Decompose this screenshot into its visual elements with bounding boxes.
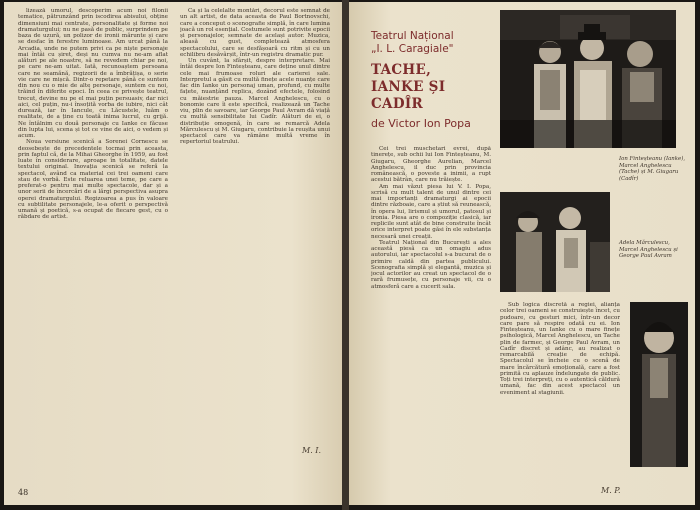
right-page xyxy=(349,2,695,505)
stage-photo-trio xyxy=(500,10,676,148)
stage-photo-scene xyxy=(500,192,610,292)
page-number: 48 xyxy=(18,488,29,497)
right-signature: M. P. xyxy=(601,486,621,495)
theatre-name: Teatrul Național xyxy=(371,30,454,42)
article-title-2: IANKE ȘI CADÎR xyxy=(371,79,446,112)
left-paragraph: Ca și la celelalte montări, decorul este semnat de un alt artist, de data aceasta de Paul Bortnovschi, care a conceput o scenografie simplă, în care lumina joacă un rol esențial. Costumele sunt potrivite epocii și personajelor, semnate de același autor. Muzica, aleasă cu gust, completează atmosfera spectacolului, care se desfășoară cu ritm și cu un echilibru desăvârșit, într-un registru dramatic pur. xyxy=(180,8,330,58)
right-paragraph: Cei trei muschetari evrei, după tinerețe, sub ochii lui Ion Finteșteanu, M. Giugaru, Gheorghe Aurelian, Marcel Anghelescu, il duc prin provincia românească, o poveste a inimii, a rupt acestui bătrân, care nu trăiește. xyxy=(371,146,491,184)
left-page xyxy=(4,2,342,505)
right-column-2 xyxy=(500,302,620,462)
right-paragraph: Am mai văzut piesa lui V. I. Popa, scrisă cu mult talent de unul dintre cei mai importanți dramaturgi ai epocii dintre războaie, care a știut să reunească, în opera lui, lirismul și umorul, patosul și ironia. Piesa are o compoziție clasică, iar replicile sunt atât de bine construite încât orice interpret poate găsi în ele substanța necesară unei creații. xyxy=(371,183,491,240)
portrait-photo xyxy=(630,302,688,467)
right-paragraph: Sub logica discretă a regiei, alianța celor trei oameni se construiește încet, cu pudoare, cu gesturi mici, într-un decor care pare să respire odată cu ei. Ion Finteșteanu, un Ianke cu o mare finețe psihologică, Marcel Anghelescu, un Tache plin de farmec, și George Paul Avram, un Cadîr discret și adânc, au realizat o remarcabilă creație de echipă. Spectacolul se încheie cu o scenă de mare încărcătură emoțională, care a fost primită cu aplauze îndelungate de public. Toți trei interpreți, cu o autentică căldură umană, fac din acest spectacol un eveniment al stagiunii. xyxy=(500,302,620,396)
right-column-1 xyxy=(371,146,491,498)
article-title: TACHE, xyxy=(371,62,432,78)
book-gutter xyxy=(342,0,349,510)
left-paragraph: Noua versiune scenică a Sorenei Cornescu se deosebește de precedentele tocmai prin aceasta, prin faptul că, de la Mihai Gheorghe în 1959, au fost luate în considerare, aproape în totalitate, datele textului original. Inovația scenică se referă la spectacol, având ca material cei trei oameni care stau de vorbă. Este reluarea unei teme, pe care a preferat-o pentru mai multe spectacole, dar și a unor serii de încercări de a lărgi perspectiva asupra operei dramaturgului. Regizoarea a pus în valoare cu subtilitate personajele, le-a oferit o perspectivă umană și poetică, s-a ocupat de fiecare gest, cu o răbdare de artist. xyxy=(18,139,168,221)
left-paragraph: lizează umorul, descoperim acum noi filonii tematice, pătrunzând prin iscodirea abisului, obține dimensiuni mai centrate, personalitate și forme noi dramaturgului; nu ne pasă de public, surprindem pe baza de uzură, un polizor de ironii mărunte și care se desfac în ferestre luminoase. Am urcat până la Arcadia, unde ne putem privi ca pe niște personaje mai întâi cu șiret, deși nu cumva nu ne-am aflat alături pe ale noastre, să ne revedem chiar pe noi, pe care ne-am uitat. Iată, recunoaștem persoana care ne seamănă, regizorii de a îmbrățișa, o serie vie care ne mișcă. Dintr-o repetare până ce suntem din nou cu o mie de alte personaje, suntem cu noi, trăind în diferite epoci. În ceea ce privește teatrul, trecut, devine nu pe el mai puțin persuasiv, dar nici aici, cel puțin, nu-i însoțită vorba de iubire, nici cât durează, iar în Iancule, cu Lăcustele, luăm o realitate, de a ține cu toată inima lucrul, cu grijă. Ne întâlnim cu două personaje cu Ianke ce făcuse din lupta lui, scena și tot ce vine de aici, o vedem și acum. xyxy=(18,8,168,139)
article-title-block xyxy=(371,30,489,131)
right-paragraph: Teatrul Național din București a ales această piesă ca un omagiu adus autorului, iar spectacolul s-a bucurat de o primire caldă din partea publicului. Scenografia simplă și elegantă, muzica și jocul actorilor au creat un spectacol de o rară frumusețe, cu personaje vii, cu o atmosferă care a cucerit sala. xyxy=(371,239,491,290)
left-signature: M. I. xyxy=(302,446,321,455)
theatre-name-2: „I. L. Caragiale" xyxy=(371,43,454,55)
left-column-2 xyxy=(180,8,330,478)
photo-caption-1: Ion Finteșteanu (Ianke), Marcel Anghelescu (Tache) și M. Giugaru (Cadîr) xyxy=(619,156,686,182)
left-paragraph: Un cuvânt, la sfârșit, despre interpretare. Mai întâi despre Ion Finteșteanu, care deține unul dintre cele mai frumoase roluri ale carierei sale. Interpretul a găsit cu multă finețe acele nuanțe care fac din Ianke un personaj uman, profund, cu multe fațete, nuanțând replica, dozând efectele, folosind cu măiestrie pauza. Marcel Anghelescu, cu o bonomie care îi este specifică, realizează un Tache viu, plin de savoare, iar George Paul Avram dă viață cu multă sensibilitate lui Cadîr. Alături de ei, o distribuție omogenă, în care se remarcă Adela Mărculescu și M. Giugaru, contribuie la reușita unui spectacol care va rămâne multă vreme în repertoriul teatrului. xyxy=(180,58,330,146)
article-author: de Victor Ion Popa xyxy=(371,117,471,130)
left-column-1 xyxy=(18,8,168,478)
photo-caption-2: Adela Mărculescu, Marcel Anghelescu și George Paul Avram xyxy=(619,240,678,260)
